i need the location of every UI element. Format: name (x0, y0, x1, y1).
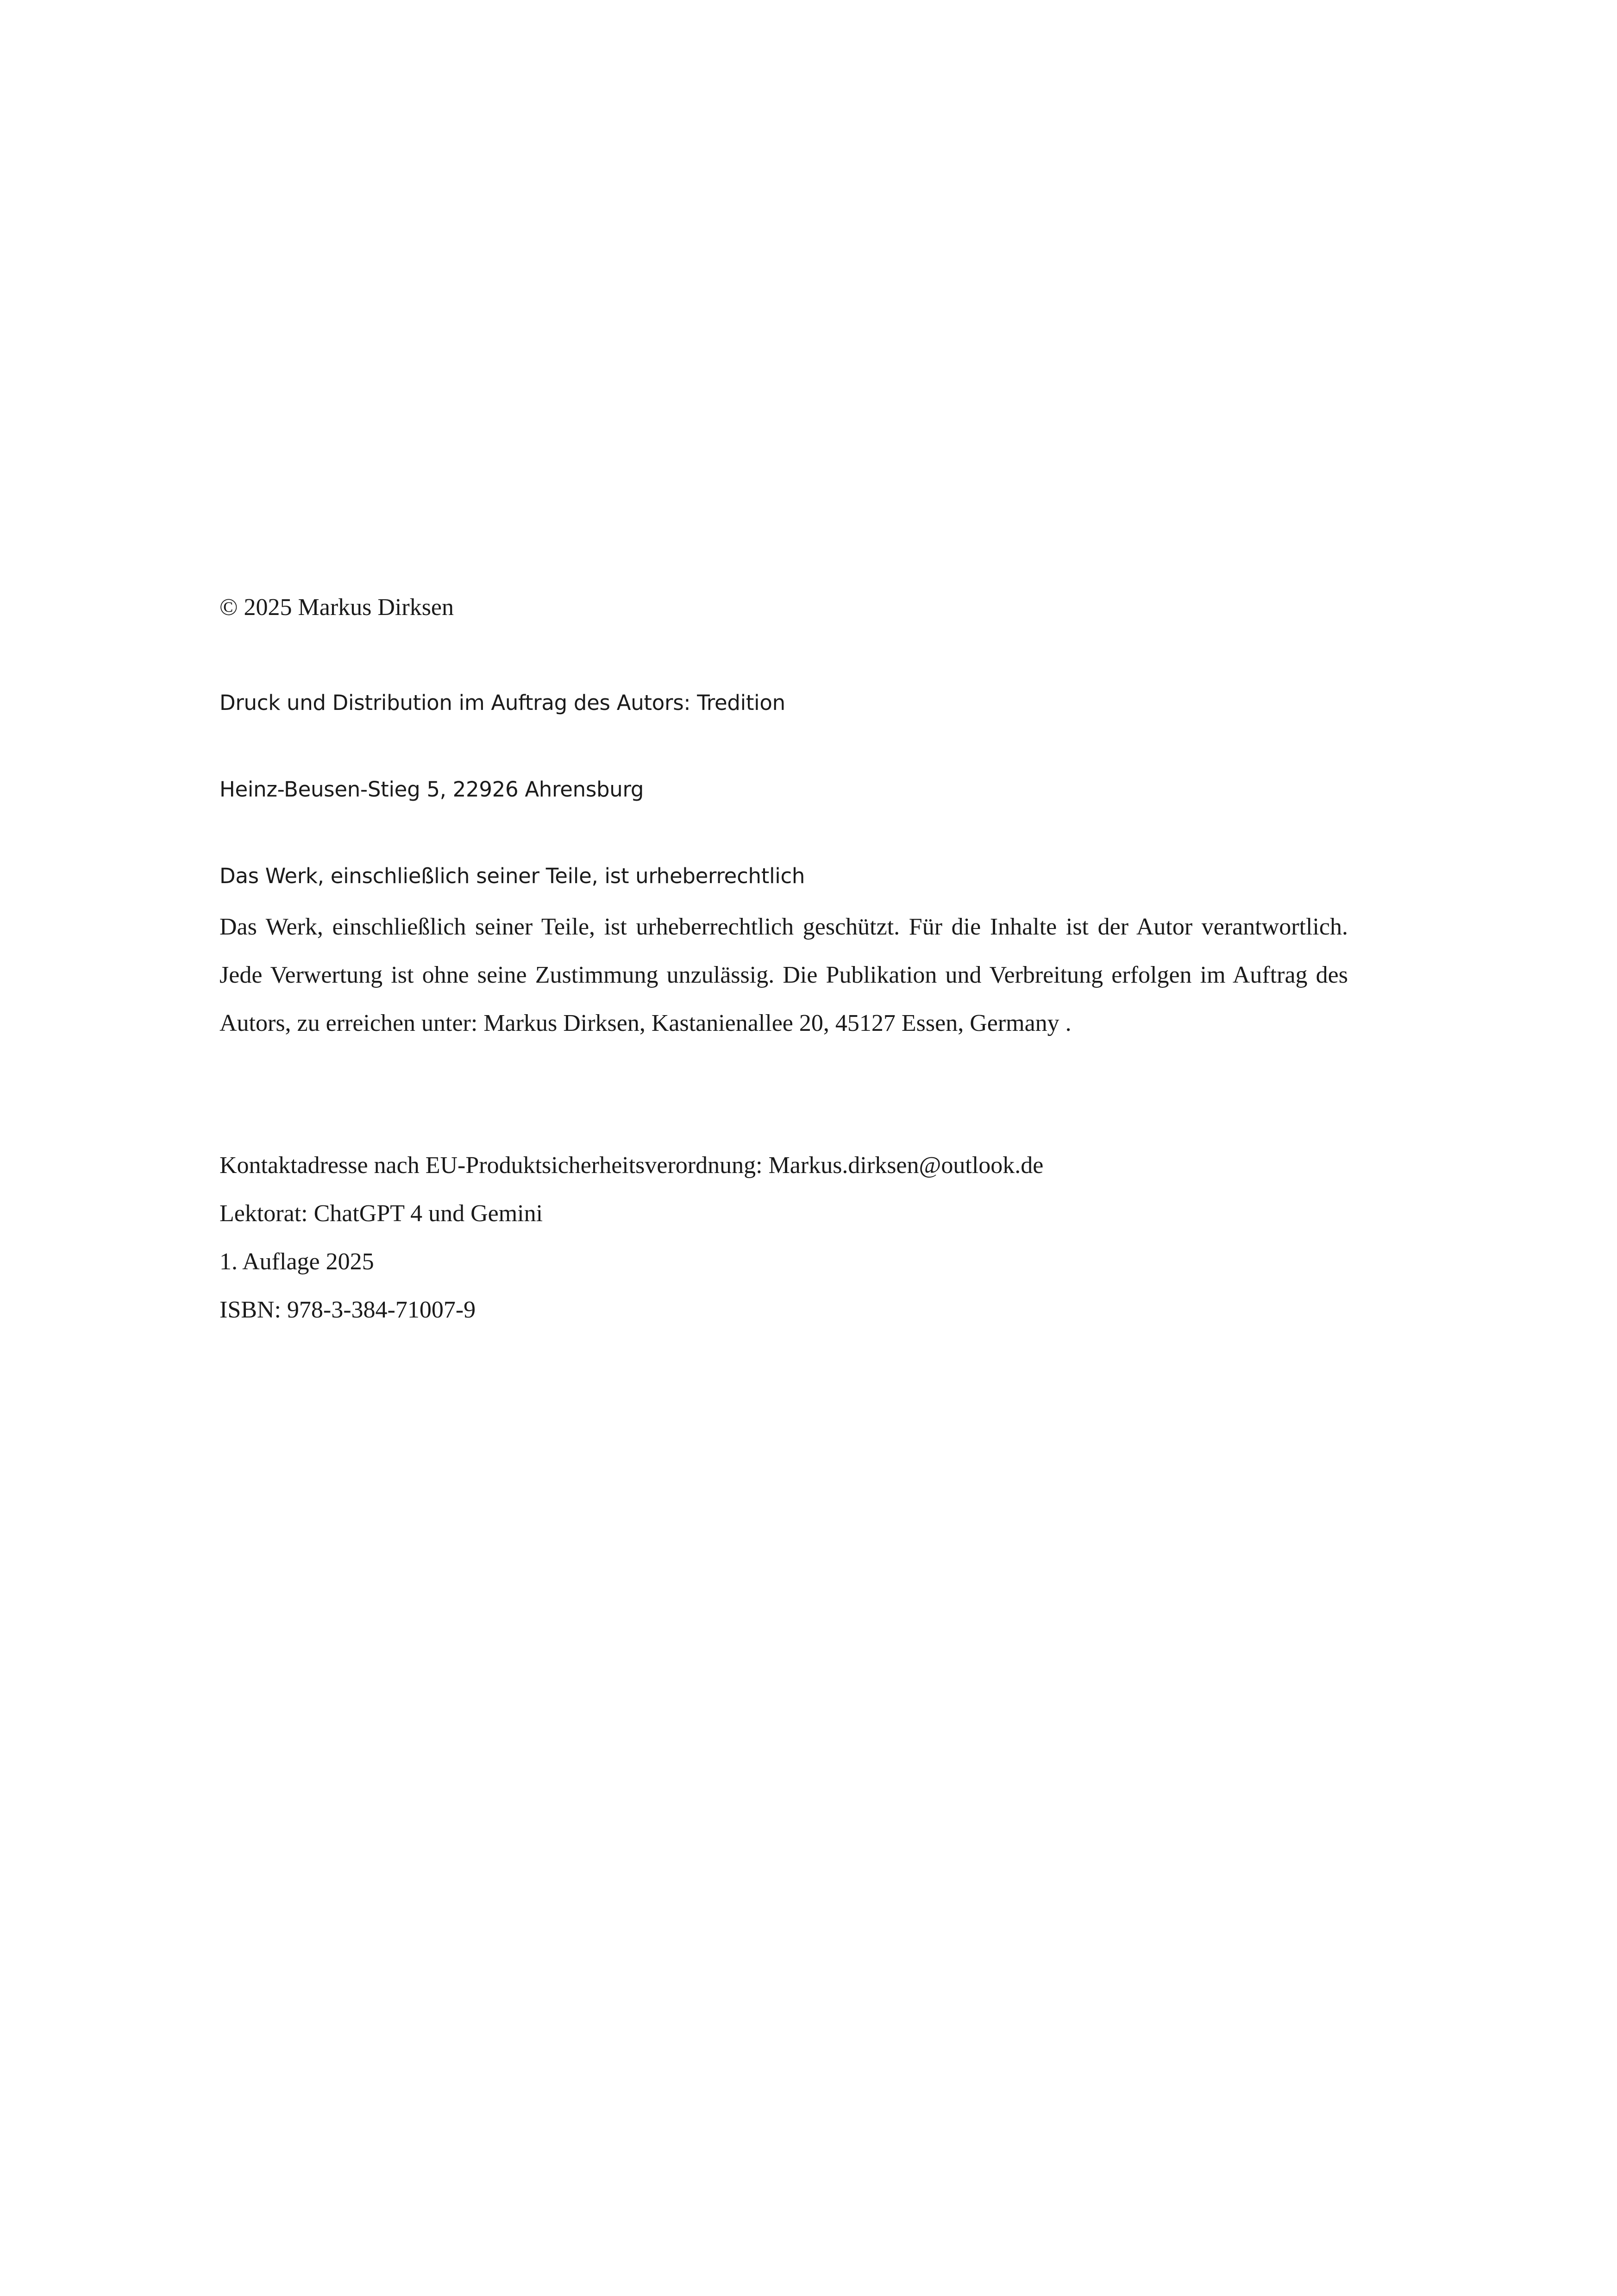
contact-address: Kontaktadresse nach EU-Produktsicherheitsverordnung: Markus.dirksen@outlook.de (219, 1152, 1044, 1179)
edition-info: 1. Auflage 2025 (219, 1248, 374, 1275)
copyright-line: © 2025 Markus Dirksen (219, 594, 454, 621)
publication-details (219, 1142, 1348, 1334)
publisher-address: Heinz-Beusen-Stieg 5, 22926 Ahrensburg (219, 777, 644, 802)
distribution-line: Druck und Distribution im Auftrag des Autors: Tredition (219, 690, 785, 715)
copyright-notice-heading: Das Werk, einschließlich seiner Teile, ist urheberrechtlich (219, 864, 805, 888)
editing-credit: Lektorat: ChatGPT 4 und Gemini (219, 1200, 543, 1227)
copyright-notice-body: Das Werk, einschließlich seiner Teile, ist urheberrechtlich geschützt. Für die Inhalte ist der Autor verantwortlich. Jede Verwertung ist ohne seine Zustimmung unzulässig. Die Publikation und Verbreitung erfolgen im Auftrag des Autors, zu erreichen unter: Markus Dirksen, Kastanienallee 20, 45127 Essen, Germany . (219, 914, 1348, 1036)
isbn: ISBN: 978-3-384-71007-9 (219, 1297, 476, 1323)
